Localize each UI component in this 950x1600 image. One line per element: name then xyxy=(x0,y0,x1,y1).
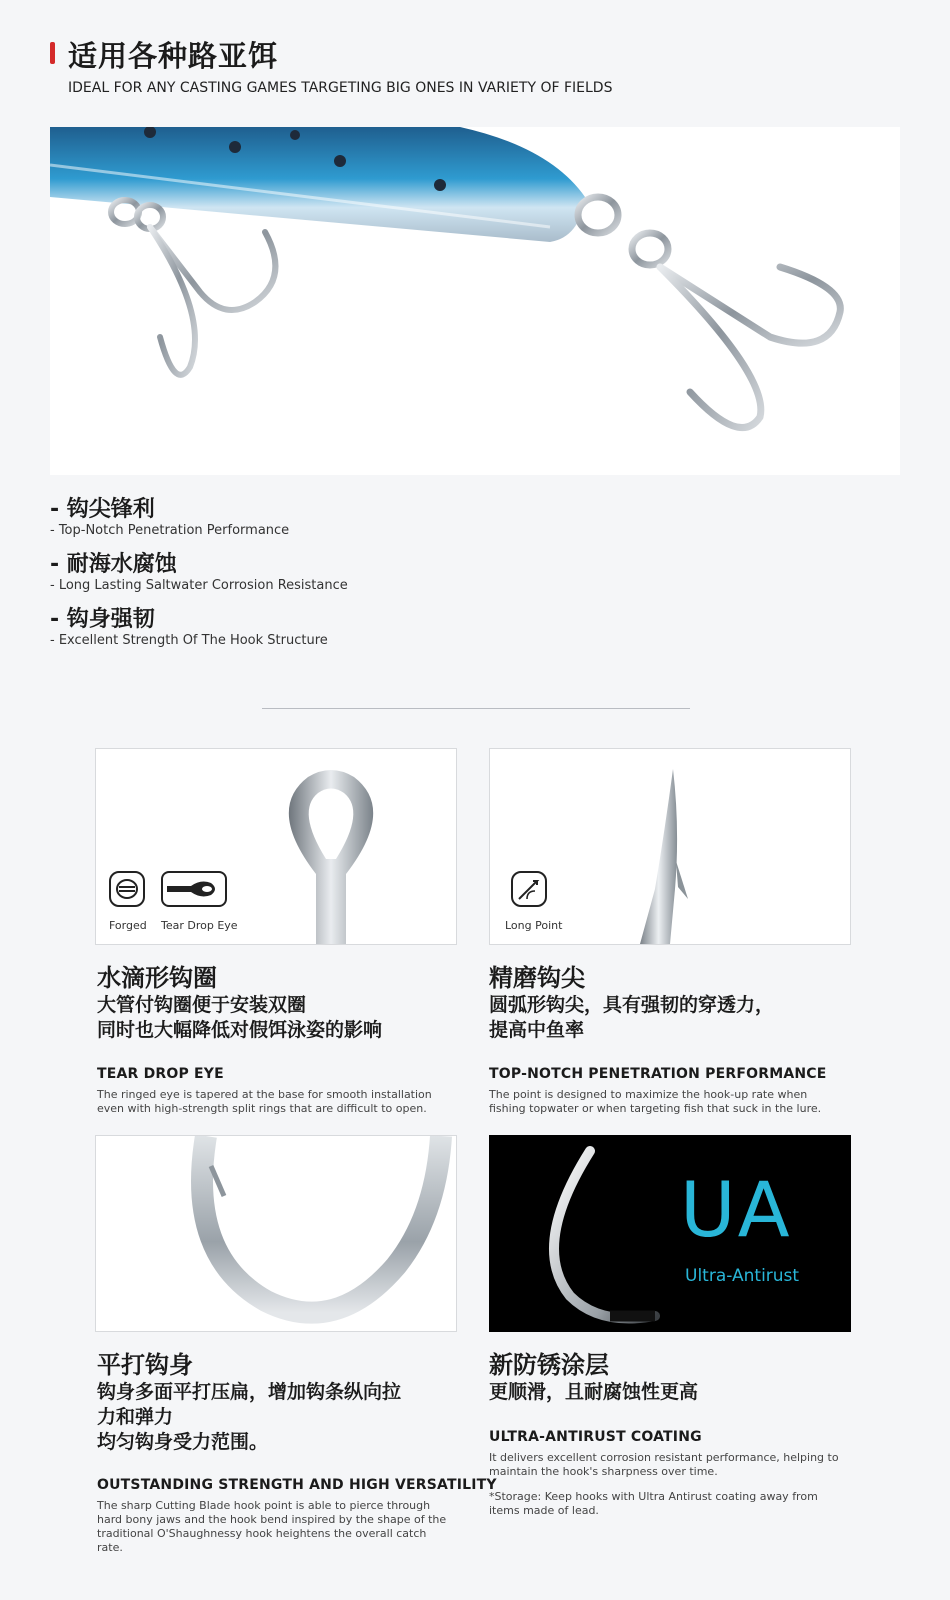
feature-1-title: - 钩尖锋利 xyxy=(50,497,155,522)
page-title: 适用各种路亚饵 xyxy=(68,39,279,73)
tear-drop-eye-icon xyxy=(161,871,227,907)
flattened-hook-image xyxy=(95,1135,457,1332)
forged-label: Forged xyxy=(109,919,147,932)
card-1-heading-en: TEAR DROP EYE xyxy=(97,1066,224,1082)
card-1-sub-line: 同时也大幅降低对假饵泳姿的影响 xyxy=(97,1019,383,1041)
card-3-body: The sharp Cutting Blade hook point is able to pierce through hard bony jaws and the hook bend inspired by the shape of the traditional O'Shaughnessy hook heightens the overall catch rate. xyxy=(97,1499,447,1554)
card-2-sub-line: 提高中鱼率 xyxy=(489,1019,585,1041)
card-2-subheading-zh xyxy=(489,993,774,1043)
feature-1-subtitle: - Top-Notch Penetration Performance xyxy=(50,523,290,538)
card-1-body: The ringed eye is tapered at the base for smooth installation even with high-strength split rings that are difficult to open. xyxy=(97,1088,432,1115)
card-3-subheading-zh xyxy=(97,1380,401,1455)
card-3-sub-line: 力和弹力 xyxy=(97,1406,174,1428)
card-4-sub-line: 更顺滑，且耐腐蚀性更高 xyxy=(489,1381,699,1403)
lure-hero-image xyxy=(50,127,900,475)
section-divider xyxy=(262,708,690,709)
feature-2-title: - 耐海水腐蚀 xyxy=(50,552,177,577)
card-1-heading-zh: 水滴形钩圈 xyxy=(97,964,217,992)
card-4-heading-zh: 新防锈涂层 xyxy=(489,1351,609,1379)
ultra-antirust-image xyxy=(489,1135,851,1332)
card-2-sub-line: 圆弧形钩尖，具有强韧的穿透力， xyxy=(489,994,775,1016)
page-subtitle: IDEAL FOR ANY CASTING GAMES TARGETING BIG ONES IN VARIETY OF FIELDS xyxy=(68,80,613,96)
card-3-sub-line: 钩身多面平打压扁，增加钩条纵向拉 xyxy=(97,1381,402,1403)
title-accent-bar xyxy=(50,42,55,64)
feature-3-subtitle: - Excellent Strength Of The Hook Structure xyxy=(50,633,328,648)
ua-logo: UA xyxy=(680,1165,792,1254)
ua-caption: Ultra-Antirust xyxy=(685,1266,800,1286)
card-4-heading-en: ULTRA-ANTIRUST COATING xyxy=(489,1429,702,1445)
card-4-subheading-zh xyxy=(489,1380,698,1405)
long-point-icon xyxy=(511,871,547,907)
tear-drop-eye-label: Tear Drop Eye xyxy=(161,919,238,932)
tear-drop-eye-image xyxy=(95,748,457,945)
card-3-heading-en: OUTSTANDING STRENGTH AND HIGH VERSATILITY xyxy=(97,1477,497,1493)
long-point-image xyxy=(489,748,851,945)
card-1-sub-line: 大管付钩圈便于安装双圈 xyxy=(97,994,307,1016)
feature-3-title: - 钩身强韧 xyxy=(50,607,155,632)
card-4-storage-note: *Storage: Keep hooks with Ultra Antirust coating away from items made of lead. xyxy=(489,1490,818,1517)
card-3-heading-zh: 平打钩身 xyxy=(97,1351,193,1379)
card-4-body: It delivers excellent corrosion resistant performance, helping to maintain the hook's sharpness over time. xyxy=(489,1451,839,1478)
long-point-label: Long Point xyxy=(505,919,563,932)
card-1-subheading-zh xyxy=(97,993,382,1043)
card-2-heading-zh: 精磨钩尖 xyxy=(489,964,585,992)
card-3-sub-line: 均匀钩身受力范围。 xyxy=(97,1431,269,1453)
feature-2-subtitle: - Long Lasting Saltwater Corrosion Resistance xyxy=(50,578,348,593)
forged-icon xyxy=(109,871,145,907)
card-2-body: The point is designed to maximize the hook-up rate when fishing topwater or when targeting fish that suck in the lure. xyxy=(489,1088,822,1115)
card-2-heading-en: TOP-NOTCH PENETRATION PERFORMANCE xyxy=(489,1066,827,1082)
